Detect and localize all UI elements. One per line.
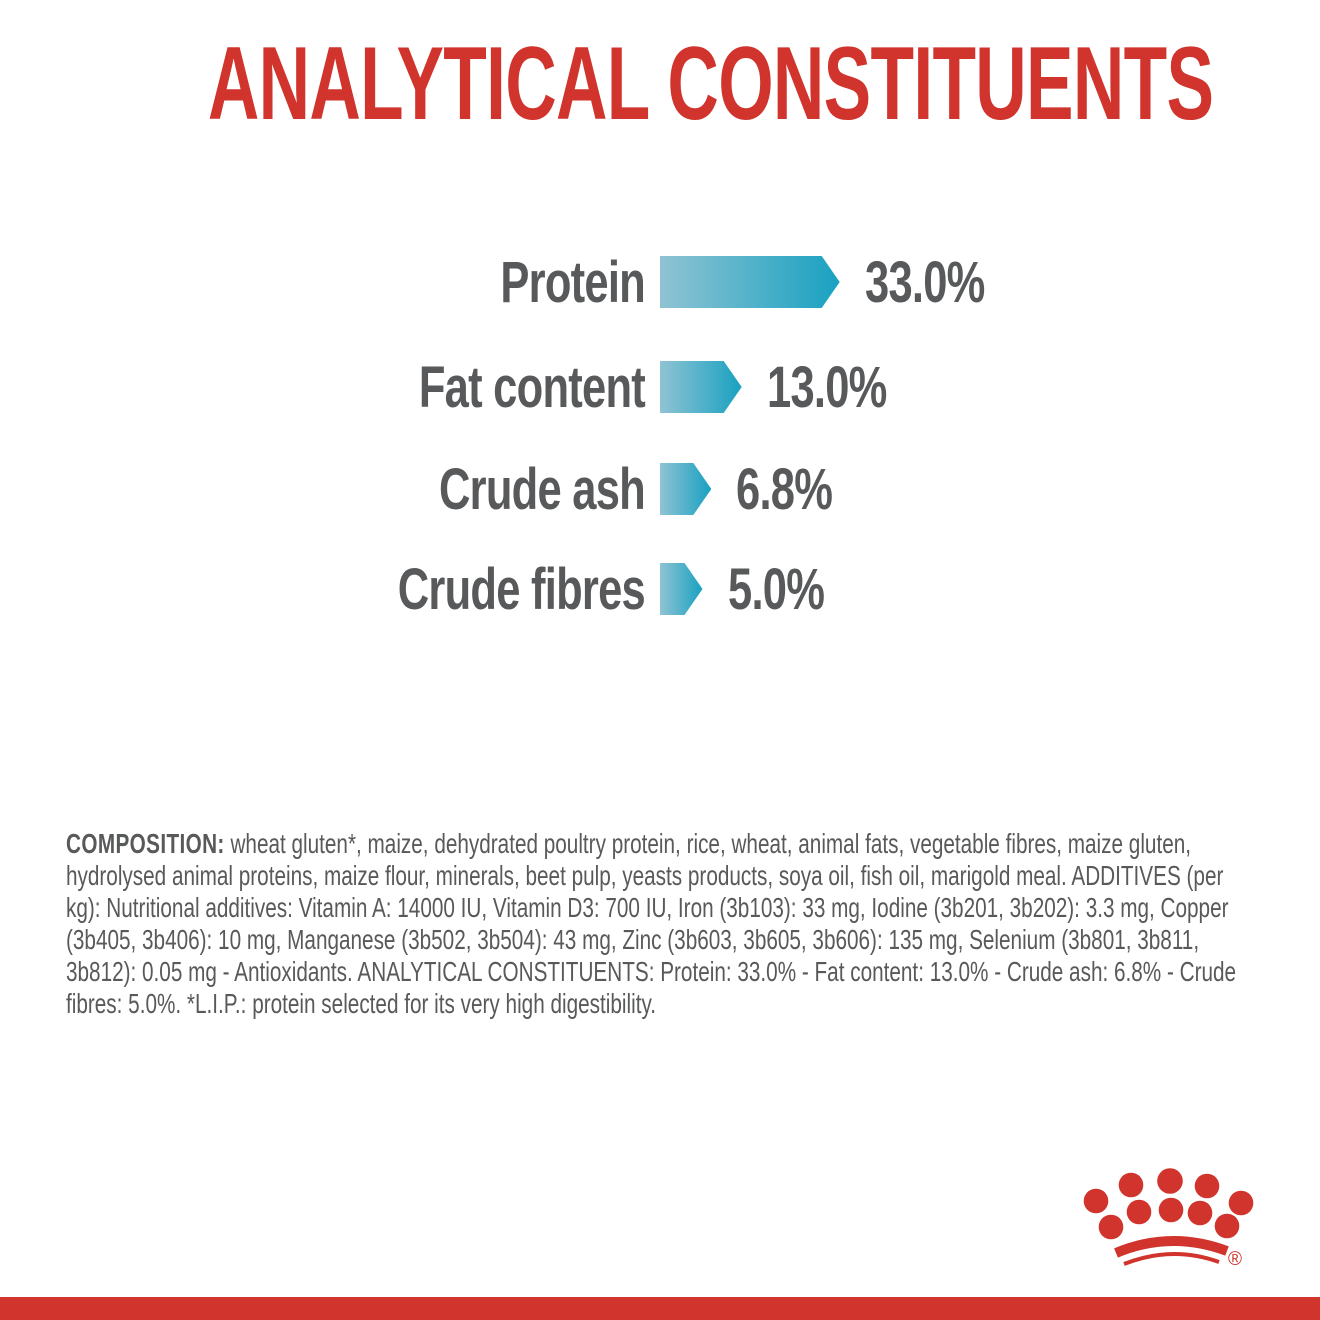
- chart-row: [0, 354, 926, 420]
- chart-row-value: 5.0%: [727, 556, 824, 622]
- crown-band-thin: [1124, 1254, 1219, 1264]
- chart-row: [0, 456, 865, 522]
- chart-row-label: Protein: [500, 249, 645, 315]
- chart-row-value: 33.0%: [864, 249, 985, 315]
- chart-bar: [660, 361, 742, 413]
- chart-row: [0, 249, 1024, 315]
- page-title: ANALYTICAL CONSTITUENTS: [207, 26, 1214, 142]
- chart-row-value: 13.0%: [766, 354, 887, 420]
- composition-text: wheat gluten*, maize, dehydrated poultry protein, rice, wheat, animal fats, vegetable fibres, maize gluten, hydrolysed animal proteins, maize flour, minerals, beet pulp, yeasts products, soya oil, fish oil, marigold meal. ADDITIVES (per kg): Nutritional additives: Vitamin A: 14000 IU, Vitamin D3: 700 IU, Iron (3b103): 33 mg, Iodine (3b201, 3b202): 3.3 mg, Copper (3b405, 3b406): 10 mg, Manganese (3b502, 3b504): 43 mg, Zinc (3b603, 3b605, 3b606): 135 mg, Selenium (3b801, 3b811, 3b812): 0.05 mg - Antioxidants. ANALYTICAL CONSTITUENTS: Protein: 33.0% - Fat content: 13.0% - Crude ash: 6.8% - Crude fibres: 5.0%. *L.I.P.: protein selected for its very high digestibility.: [66, 828, 1237, 1019]
- chart-row: [0, 556, 856, 622]
- chart-bar: [660, 563, 703, 615]
- registered-trademark: ®: [1228, 1249, 1242, 1270]
- chart-row-label: Crude fibres: [397, 556, 645, 622]
- composition-paragraph: [66, 828, 1250, 1020]
- royal-canin-crown-logo: [1075, 1168, 1265, 1273]
- red-accent-bar: [0, 1297, 1320, 1320]
- chart-row-label: Crude ash: [439, 456, 645, 522]
- crown-band-thick: [1116, 1241, 1227, 1253]
- chart-row-value: 6.8%: [736, 456, 833, 522]
- chart-bar: [660, 256, 840, 308]
- composition-label: COMPOSITION:: [66, 828, 225, 859]
- chart-row-label: Fat content: [418, 354, 645, 420]
- chart-bar: [660, 463, 711, 515]
